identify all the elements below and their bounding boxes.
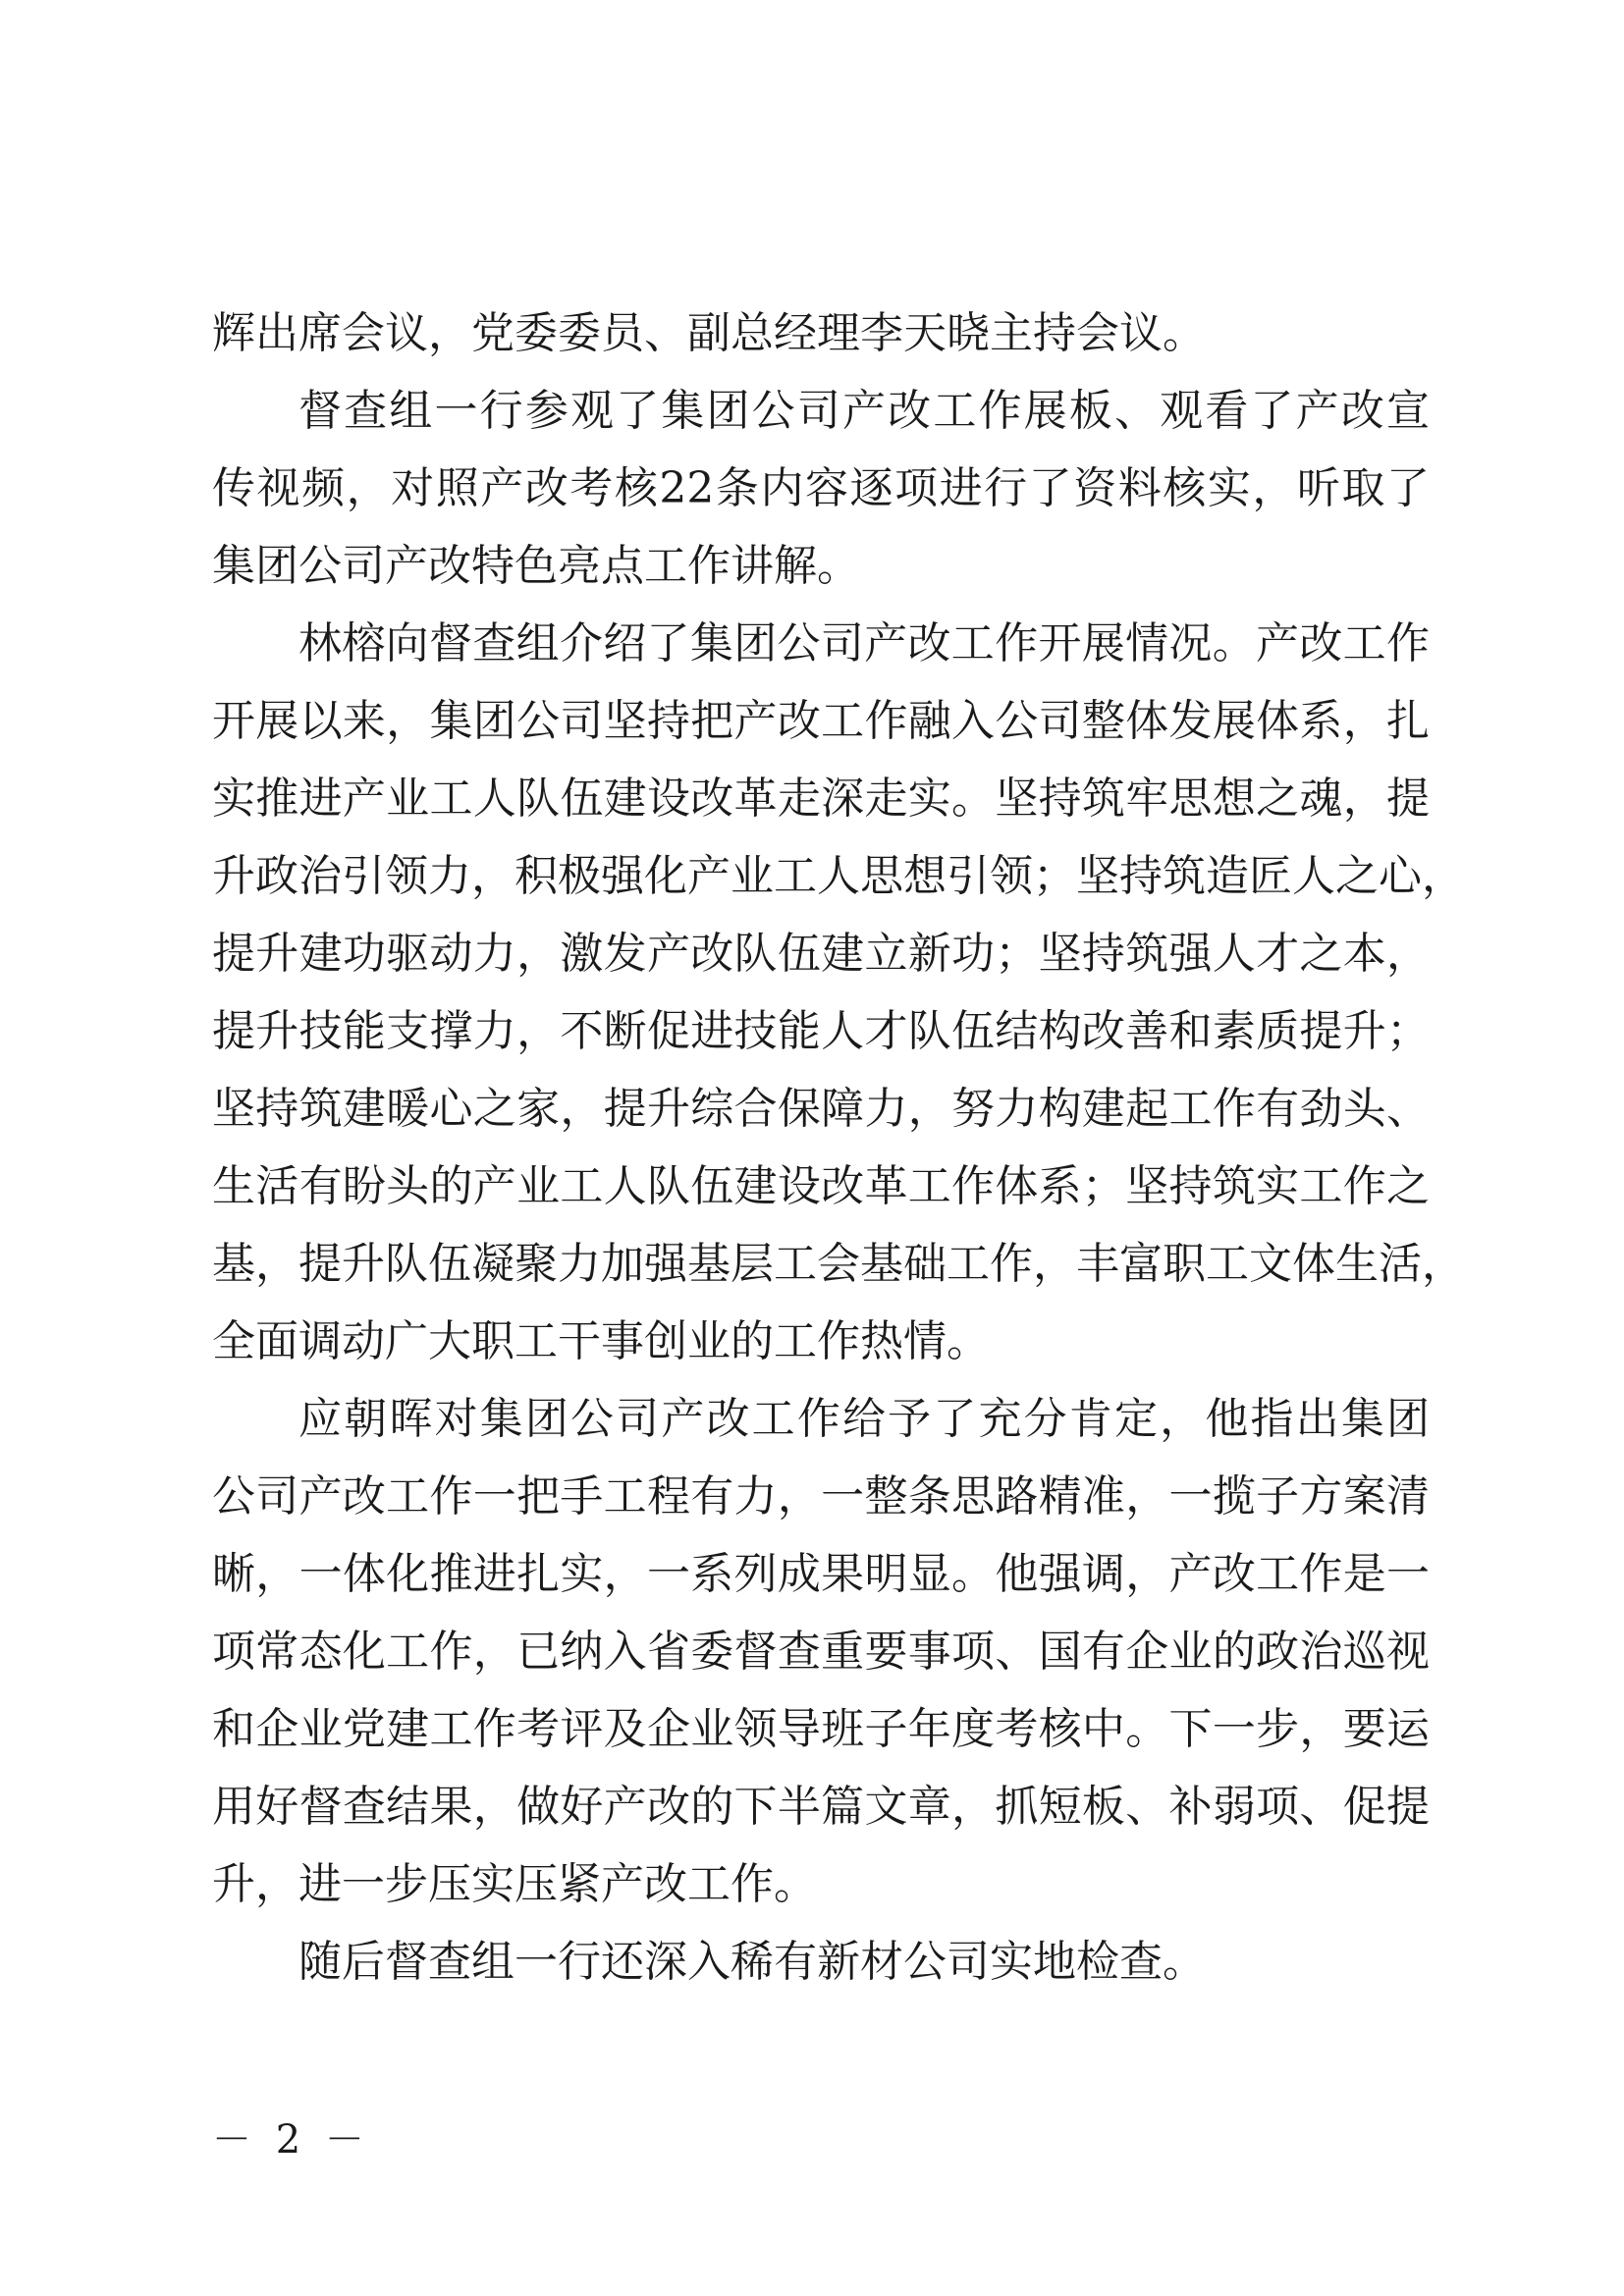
text-line: 随后督查组一行还深入稀有新材公司实地检查。	[298, 1937, 1206, 1987]
text-line: 坚持筑建暖心之家，提升综合保障力，努力构建起工作有劲头、	[212, 1084, 1430, 1134]
document-body	[212, 294, 1465, 2001]
text-line: 生活有盼头的产业工人队伍建设改革工作体系；坚持筑实工作之	[212, 1161, 1430, 1211]
text-line: 公司产改工作一把手工程有力，一整条思路精准，一揽子方案清	[212, 1471, 1430, 1522]
text-line: 实推进产业工人队伍建设改革走深走实。坚持筑牢思想之魂，提	[212, 774, 1430, 824]
text-line: 全面调动广大职工干事创业的工作热情。	[212, 1316, 990, 1366]
text-line: 督查组一行参观了集团公司产改工作展板、观看了产改宣	[298, 386, 1430, 436]
text-line: 应朝晖对集团公司产改工作给予了充分肯定，他指出集团	[298, 1394, 1430, 1444]
text-line: 提升技能支撑力，不断促进技能人才队伍结构改善和素质提升；	[212, 1006, 1430, 1056]
text-line: 辉出席会议，党委委员、副总经理李天晓主持会议。	[212, 308, 1206, 358]
text-line: 提升建功驱动力，激发产改队伍建立新功；坚持筑强人才之本，	[212, 929, 1430, 979]
text-line: 升政治引领力，积极强化产业工人思想引领；坚持筑造匠人之心，	[212, 851, 1465, 901]
text-line: 传视频，对照产改考核22条内容逐项进行了资料核实，听取了	[212, 463, 1430, 513]
text-line: 林榕向督查组介绍了集团公司产改工作开展情况。产改工作	[298, 618, 1430, 668]
text-line: 和企业党建工作考评及企业领导班子年度考核中。下一步，要运	[212, 1704, 1430, 1754]
text-line: 集团公司产改特色亮点工作讲解。	[212, 541, 860, 591]
text-line: 项常态化工作，已纳入省委督查重要事项、国有企业的政治巡视	[212, 1627, 1430, 1677]
text-line: 基，提升队伍凝聚力加强基层工会基础工作，丰富职工文体生活，	[212, 1239, 1465, 1289]
text-line: 升，进一步压实压紧产改工作。	[212, 1859, 817, 1909]
text-line: 晰，一体化推进扎实，一系列成果明显。他强调，产改工作是一	[212, 1549, 1430, 1599]
page-number: － 2 －	[212, 2117, 370, 2163]
text-line: 用好督查结果，做好产改的下半篇文章，抓短板、补弱项、促提	[212, 1782, 1430, 1832]
text-line: 开展以来，集团公司坚持把产改工作融入公司整体发展体系，扎	[212, 696, 1430, 746]
